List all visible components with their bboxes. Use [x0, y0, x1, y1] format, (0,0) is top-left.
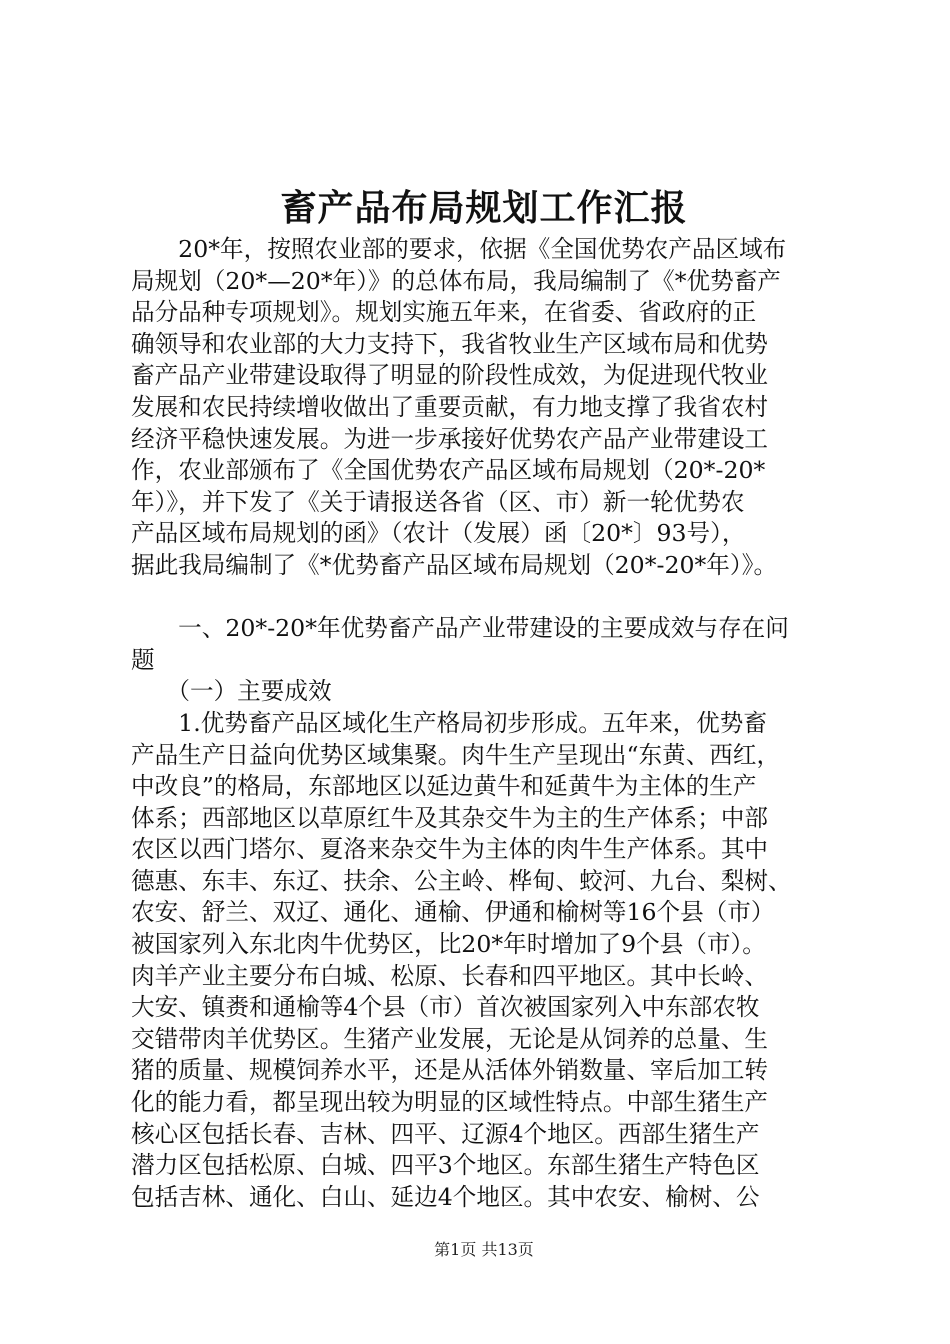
- paragraph-gap: [131, 582, 831, 614]
- text-line: 产品区域布局规划的函》（农计（发展）函〔20*〕93号），: [131, 519, 746, 548]
- text-line: 包括吉林、通化、白山、延边4个地区。其中农安、榆树、公: [131, 1182, 760, 1211]
- text-line: 核心区包括长春、吉林、四平、辽源4个地区。西部生猪生产: [131, 1119, 760, 1148]
- text-line: 一、20*-20*年优势畜产品产业带建设的主要成效与存在问: [131, 614, 789, 643]
- text-line: 经济平稳快速发展。为进一步承接好优势农产品产业带建设工: [131, 424, 769, 453]
- text-line: 被国家列入东北肉牛优势区，比20*年时增加了9个县（市）。: [131, 930, 766, 959]
- text-line: 题: [131, 645, 155, 674]
- document-body: [131, 234, 831, 1213]
- text-line: 1.优势畜产品区域化生产格局初步形成。五年来，优势畜: [131, 708, 767, 737]
- text-line: 德惠、东丰、东辽、扶余、公主岭、桦甸、蛟河、九台、梨树、: [131, 866, 792, 895]
- page-footer: 第1页 共13页: [434, 1240, 534, 1259]
- text-line: 品分品种专项规划》。规划实施五年来，在省委、省政府的正: [131, 298, 757, 327]
- text-line: 确领导和农业部的大力支持下，我省牧业生产区域布局和优势: [131, 329, 769, 358]
- text-line: 据此我局编制了《*优势畜产品区域布局规划（20*-20*年）》。: [131, 550, 778, 579]
- text-line: 潜力区包括松原、白城、四平3个地区。东部生猪生产特色区: [131, 1151, 760, 1180]
- text-line: 作，农业部颁布了《全国优势农产品区域布局规划（20*-20*: [131, 456, 766, 485]
- text-line: 农安、舒兰、双辽、通化、通榆、伊通和榆树等16个县（市）: [131, 898, 775, 927]
- text-line: 畜产品产业带建设取得了明显的阶段性成效，为促进现代牧业: [131, 361, 769, 390]
- text-line: 20*年，按照农业部的要求，依据《全国优势农产品区域布: [131, 235, 787, 263]
- text-line: 发展和农民持续增收做出了重要贡献，有力地支撑了我省农村: [131, 392, 769, 421]
- text-line: 肉羊产业主要分布白城、松原、长春和四平地区。其中长岭、: [131, 961, 769, 990]
- text-line: （一）主要成效: [131, 677, 332, 706]
- text-line: 局规划（20*—20*年）》的总体布局，我局编制了《*优势畜产: [131, 266, 781, 295]
- text-line: 大安、镇赉和通榆等4个县（市）首次被国家列入中东部农牧: [131, 993, 760, 1022]
- text-line: 中改良”的格局，东部地区以延边黄牛和延黄牛为主体的生产: [131, 772, 757, 801]
- text-line: 年）》，并下发了《关于请报送各省（区、市）新一轮优势农: [131, 487, 745, 516]
- text-line: 体系；西部地区以草原红牛及其杂交牛为主的生产体系；中部: [131, 803, 769, 832]
- text-line: 化的能力看，都呈现出较为明显的区域性特点。中部生猪生产: [131, 1088, 769, 1117]
- text-line: 交错带肉羊优势区。生猪产业发展，无论是从饲养的总量、生: [131, 1024, 769, 1053]
- text-line: 猪的质量、规模饲养水平，还是从活体外销数量、宰后加工转: [131, 1056, 769, 1085]
- text-line: 农区以西门塔尔、夏洛来杂交牛为主体的肉牛生产体系。其中: [131, 835, 769, 864]
- document-title: 畜产品布局规划工作汇报: [280, 187, 688, 229]
- text-line: 产品生产日益向优势区域集聚。肉牛生产呈现出“东黄、西红，: [131, 740, 781, 769]
